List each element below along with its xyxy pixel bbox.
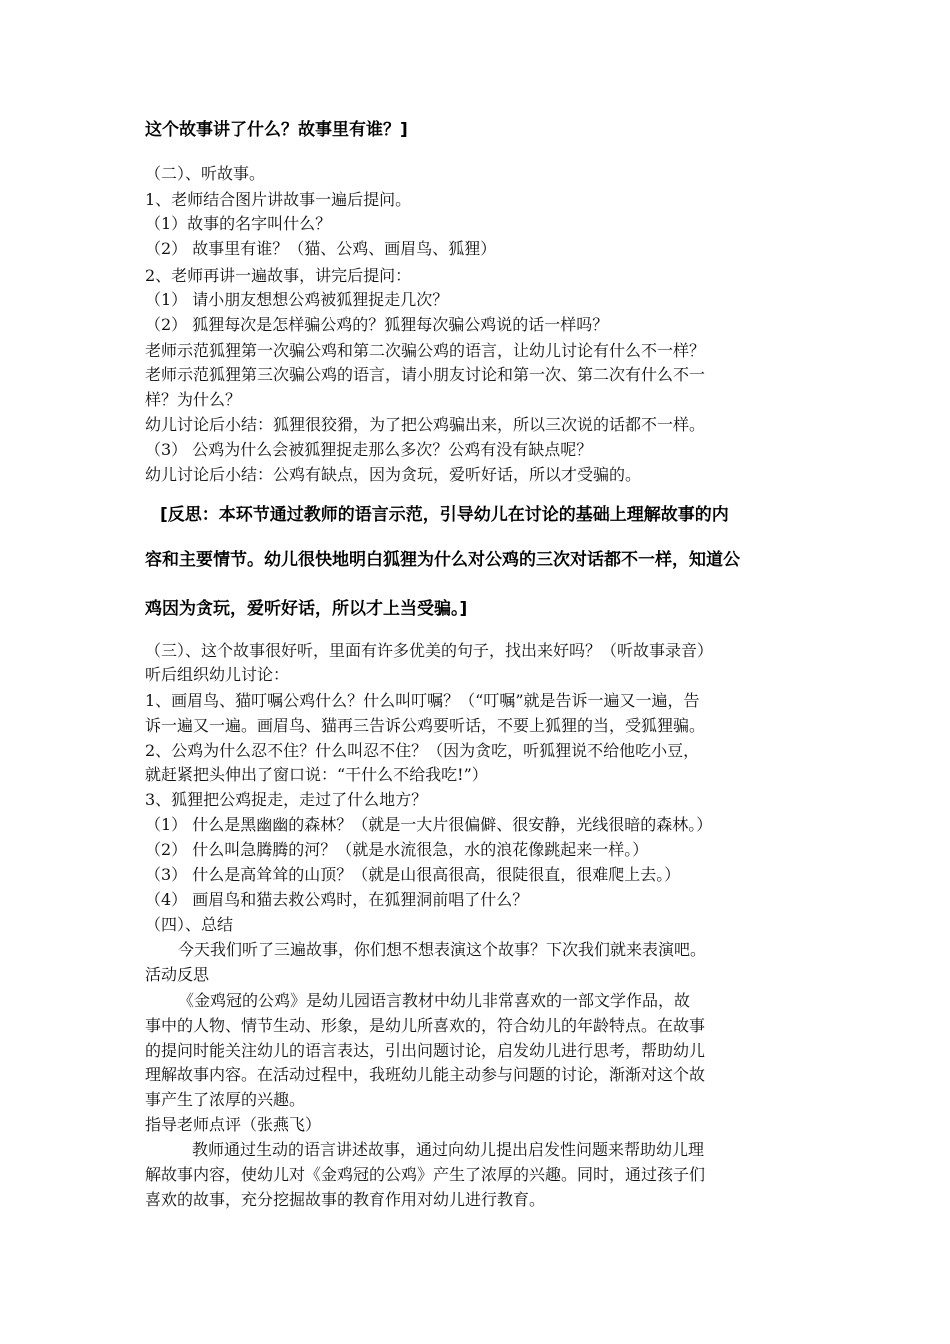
- listen-step-2-question-1: （1） 请小朋友想想公鸡被狐狸捉走几次？: [145, 290, 449, 309]
- listen-question-1: （1）故事的名字叫什么？: [145, 214, 332, 233]
- activity-reflection-line-2: 事中的人物、情节生动、形象，是幼儿所喜欢的，符合幼儿的年龄特点。在故事: [145, 1016, 706, 1035]
- teacher-demo-2-line-2: 样？为什么？: [145, 390, 242, 409]
- sentences-item-2-line-2: 就赶紧把头伸出了窗口说：“干什么不给我吃!”）: [145, 765, 488, 784]
- listen-step-2-question-2: （2） 狐狸每次是怎样骗公鸡的？狐狸每次骗公鸡说的话一样吗？: [145, 315, 609, 334]
- listen-step-2: 2、老师再讲一遍故事，讲完后提问：: [145, 266, 412, 285]
- teacher-demo-1: 老师示范狐狸第一次骗公鸡和第二次骗公鸡的语言，让幼儿讨论有什么不一样？: [145, 341, 706, 360]
- activity-reflection-line-3: 的提问时能关注幼儿的语言表达，引出问题讨论，启发幼儿进行思考，帮助幼儿: [145, 1041, 706, 1060]
- conclusion-heading: （四）、总结: [145, 915, 234, 934]
- activity-reflection-line-4: 理解故事内容。在活动过程中，我班幼儿能主动参与问题的讨论，渐渐对这个故: [145, 1065, 706, 1084]
- activity-reflection-heading: 活动反思: [145, 965, 210, 984]
- sentences-sub-2: （2） 什么叫急腾腾的河？（就是水流很急，水的浪花像跳起来一样。）: [145, 840, 649, 859]
- sentences-sub-3: （3） 什么是高耸耸的山顶？（就是山很高很高，很陡很直，很难爬上去。）: [145, 865, 681, 884]
- activity-reflection-line-1: 《金鸡冠的公鸡》是幼儿园语言教材中幼儿非常喜欢的一部文学作品，故: [178, 991, 691, 1010]
- conclusion-text: 今天我们听了三遍故事，你们想不想表演这个故事？下次我们就来表演吧。: [178, 940, 707, 959]
- reflection-line-3: 鸡因为贪玩，爱听好话，所以才上当受骗。]: [145, 599, 468, 619]
- sentences-item-1-line-1: 1、画眉鸟、猫叮嘱公鸡什么？什么叫叮嘱？（“叮嘱”就是告诉一遍又一遍，告: [145, 691, 700, 710]
- teacher-demo-2-line-1: 老师示范狐狸第三次骗公鸡的语言，请小朋友讨论和第一次、第二次有什么不一: [145, 365, 706, 384]
- sentences-item-2-line-1: 2、公鸡为什么忍不住？什么叫忍不住？（因为贪吃，听狐狸说不给他吃小豆，: [145, 741, 700, 760]
- activity-reflection-line-5: 事产生了浓厚的兴趣。: [145, 1090, 306, 1109]
- sentences-item-3: 3、狐狸把公鸡捉走，走过了什么地方？: [145, 790, 428, 809]
- teacher-comment-line-2: 解故事内容，使幼儿对《金鸡冠的公鸡》产生了浓厚的兴趣。同时，通过孩子们: [145, 1165, 706, 1184]
- reflection-line-2: 容和主要情节。幼儿很快地明白狐狸为什么对公鸡的三次对话都不一样，知道公: [145, 550, 740, 570]
- reflection-line-1: [反思：本环节通过教师的语言示范，引导幼儿在讨论的基础上理解故事的内: [160, 505, 729, 525]
- listen-heading: （二）、听故事。: [145, 164, 266, 183]
- listen-question-2: （2） 故事里有谁？（猫、公鸡、画眉鸟、狐狸）: [145, 239, 497, 258]
- teacher-comment-heading: 指导老师点评（张燕飞）: [145, 1115, 322, 1134]
- teacher-comment-line-1: 教师通过生动的语言讲述故事，通过向幼儿提出启发性问题来帮助幼儿理: [192, 1140, 705, 1159]
- sentences-sub-4: （4） 画眉鸟和猫去救公鸡时，在狐狸洞前唱了什么？: [145, 890, 529, 909]
- discussion-summary-2: 幼儿讨论后小结：公鸡有缺点，因为贪玩，爱听好话，所以才受骗的。: [145, 465, 642, 484]
- sentences-organize: 听后组织幼儿讨论：: [145, 665, 290, 684]
- discussion-summary-1: 幼儿讨论后小结：狐狸很狡猾，为了把公鸡骗出来，所以三次说的话都不一样。: [145, 415, 706, 434]
- sentences-heading: （三）、这个故事很好听，里面有许多优美的句子，找出来好吗？（听故事录音）: [145, 641, 714, 660]
- listen-step-2-question-3: （3） 公鸡为什么会被狐狸捉走那么多次？公鸡有没有缺点呢？: [145, 440, 593, 459]
- sentences-sub-1: （1） 什么是黑幽幽的森林？（就是一大片很偏僻、很安静，光线很暗的森林。）: [145, 815, 713, 834]
- teacher-comment-line-3: 喜欢的故事，充分挖掘故事的教育作用对幼儿进行教育。: [145, 1190, 546, 1209]
- sentences-item-1-line-2: 诉一遍又一遍。画眉鸟、猫再三告诉公鸡要听话，不要上狐狸的当，受狐狸骗。: [145, 716, 706, 735]
- intro-question: 这个故事讲了什么？故事里有谁？]: [145, 120, 408, 140]
- listen-step-1: 1、老师结合图片讲故事一遍后提问。: [145, 190, 412, 209]
